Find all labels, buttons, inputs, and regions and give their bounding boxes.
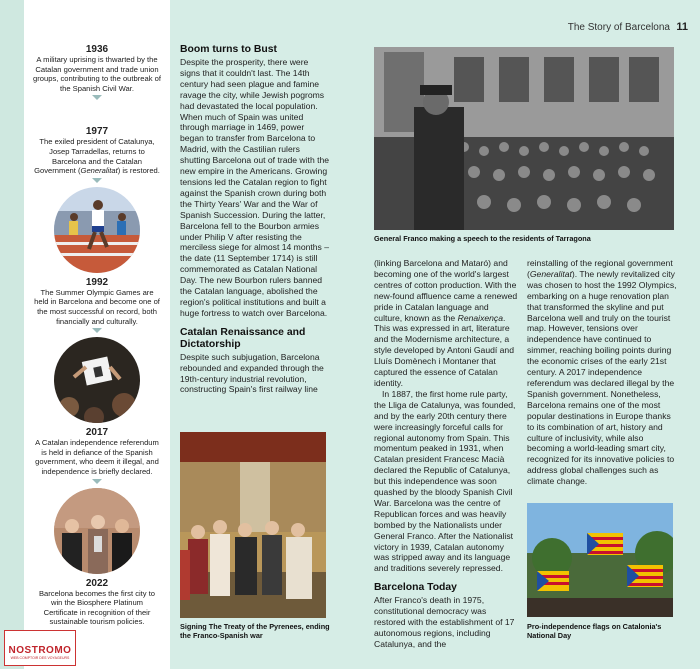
body-paragraph: After Franco's death in 1975, constitutional democracy was restored with the establishment of 17 autonomous regions, including Catalunya, and the	[374, 595, 515, 649]
timeline-year: 1936	[85, 44, 109, 55]
timeline-year: 2017	[85, 427, 109, 439]
body-paragraph: Despite the prosperity, there were signs that it couldn't last. The 14th century had seen plague and famine ravage the city, while Jewish pogroms had devastated the local population. When much of Spain was united through marriage in 1469, power began to transfer from Barcelona to Madrid, with the Castilian rulers shutting Barcelona out of trade with the new empire in the Americans. Growing tensions led the Catalan region to fight against the Spanish crown during both the Thirty Years' War and the War of Spanish Succession. During the latter, Barcelona fell to the Bourbon armies under Philip V after resisting the merciless siege for almost 14 months – the date (11 September 1714) is still commemorated as Catalan National Day. The new Bourbon rulers banned the Catalan language, abolished the region's political institutions and built a huge fortress to watch over Barcelona.	[180, 57, 330, 318]
timeline-arrow-icon	[92, 178, 102, 183]
main-page	[170, 0, 700, 669]
body-paragraph: In 1887, the first home rule party, the Lliga de Catalunya, was founded, and by the early 20th century there were increasingly forceful calls for regional autonomy from Spain. This momentum peaked in 1931, when Catalan president Francesc Macià declared the Republic of Catalunya, but this independence was soon quashed by the bloody Spanish Civil War. Barcelona was the centre of Republican forces and was heavily bombed by the Nationalists under General Franco. After the Nationalist victory in 1939, Catalan autonomy was stripped away and its language and traditions severely repressed.	[374, 388, 516, 574]
section-heading: Catalan Renaissance and Dictatorship	[180, 326, 306, 350]
timeline-text: The Summer Olympic Games are held in Barcelona and become one of the most successful on record, both financially and culturally.	[34, 287, 160, 326]
margin-strip	[0, 0, 24, 669]
timeline-text: The exiled president of Catalunya, Josep Tarradellas, returns to Barcelona and the Catalan Government (Generalitat) is restored.	[34, 137, 160, 176]
body-paragraph: Despite such subjugation, Barcelona rebounded and expanded through the 19th-century industrial revolution, constructing Spain's first railway line	[180, 351, 324, 395]
timeline-arrow-icon	[92, 328, 102, 333]
flags-caption: Pro-independence flags on Catalonia's National Day	[527, 622, 662, 640]
franco-caption: General Franco making a speech to the residents of Tarragona	[374, 234, 591, 243]
timeline-year: 1992	[85, 276, 109, 288]
running-head: The Story of Barcelona	[567, 22, 670, 33]
nostromo-logo: NOSTROMO WEB COMPTOIR DES VOYAGEURS	[4, 630, 76, 666]
award-photo	[54, 488, 140, 574]
body-paragraph: reinstalling of the regional government (Generalitat). The newly revitalized city was chosen to host the 1992 Olympics, embarking on a huge renovation plan that transformed the skyline and put Barcelona well and truly on the tourist map. However, tensions over independence have continued to simmer, reaching boiling points during the economic crises of the early 21st century. A 2017 independence referendum was declared illegal by the Spanish government. Nonetheless, Barcelona remains one of the most popular destinations in Europe thanks to its combination of art, history and culture of inclusivity, while also becoming a world-leading smart city, recognized for its innovative policies to address global challenges such as climate change.	[527, 258, 677, 487]
referendum-photo	[54, 337, 140, 423]
section-heading: Boom turns to Bust	[180, 44, 277, 55]
timeline-text: Barcelona becomes the first city to win the Biosphere Platinum Certificate in recognition of their sustainable tourism policies.	[38, 588, 156, 627]
treaty-painting	[180, 432, 326, 618]
column-2	[374, 258, 519, 650]
treaty-caption: Signing The Treaty of the Pyrenees, ending the Franco-Spanish war	[180, 622, 330, 640]
timeline-arrow-icon	[92, 479, 102, 484]
timeline-year: 2022	[85, 577, 109, 589]
olympics-photo	[54, 187, 140, 273]
flags-photo	[527, 503, 673, 617]
timeline-text: A Catalan independence referendum is held in defiance of the Spanish government, who deem it illegal, and independence is briefly declared.	[35, 438, 159, 476]
body-paragraph: (linking Barcelona and Mataró) and becoming one of the world's largest centres of cotton production. With the new-found affluence came a renewed pride in Catalan language and culture, known as the Renaixença. This was expressed in art, literature and the Modernisme architecture, a style developed by Antoni Gaudí and Lluís Domènech i Montaner that captured the essence of Catalan identity.	[374, 258, 518, 388]
franco-speech-photo	[374, 47, 674, 230]
timeline-sidebar	[24, 0, 170, 669]
timeline-text: A military uprising is thwarted by the Catalan government and trade union groups, contributing to the outbreak of the Spanish Civil War.	[33, 55, 161, 93]
page-number: 11	[676, 21, 688, 33]
column-3	[527, 258, 677, 487]
timeline-year: 1977	[85, 126, 109, 138]
column-1	[180, 44, 330, 395]
section-heading: Barcelona Today	[374, 582, 457, 594]
